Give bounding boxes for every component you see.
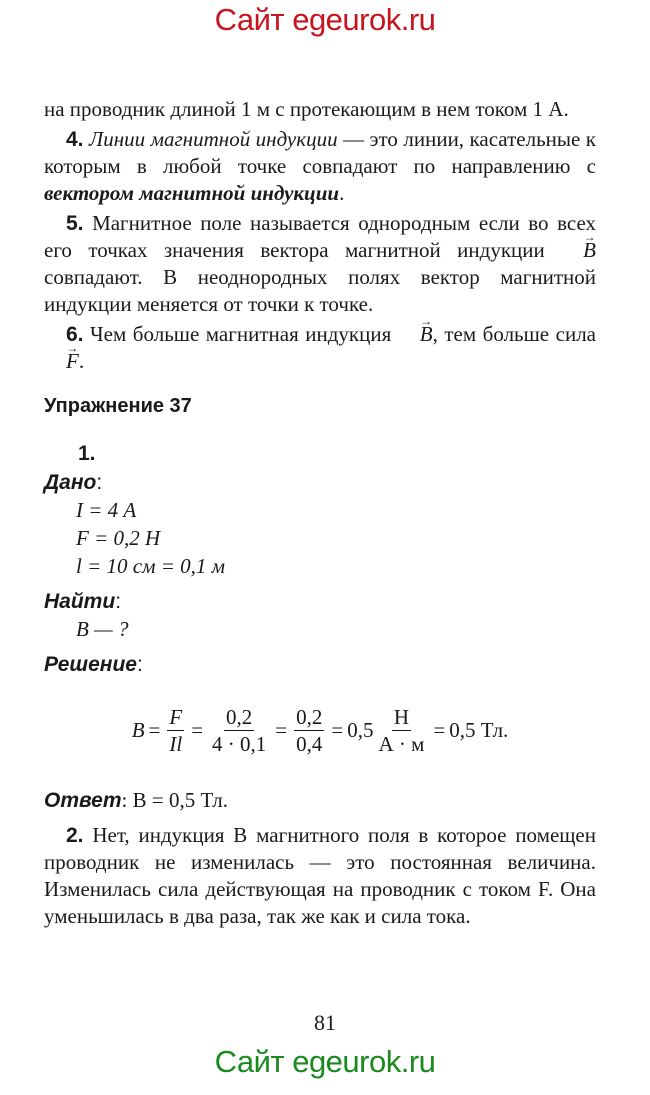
item-6 bbox=[44, 321, 596, 375]
item-5-text1: Магнитное поле называется однородным если во всех его точках значения вектора магнитной индукции bbox=[44, 211, 596, 262]
solution-label: Решение: bbox=[44, 653, 143, 676]
solution-formula bbox=[44, 704, 596, 757]
problem-2 bbox=[44, 822, 596, 930]
item-6-text1: Чем больше магнитная индукция bbox=[83, 322, 398, 346]
item-5-text2: совпадают. В неоднородных полях вектор магнитной индукции меняется от точки к точке. bbox=[44, 265, 596, 316]
formula-lhs: B bbox=[131, 718, 145, 742]
fraction-unit: $\frac{Н}{А \cdot м}$ bbox=[378, 705, 425, 756]
given-value-2: F = 0,2 Н bbox=[76, 526, 161, 550]
watermark-top: Сайт egeurok.ru bbox=[214, 2, 436, 37]
fraction-simplified: $\frac{0,2}{0,4}$ bbox=[296, 705, 323, 756]
answer-line: Ответ: B = 0,5 Тл. bbox=[44, 788, 228, 812]
problem-1-number: 1. bbox=[78, 442, 96, 465]
formula-coefficient: 0,5 bbox=[347, 718, 374, 742]
item-5 bbox=[44, 210, 596, 318]
equals-sign: = bbox=[191, 718, 204, 742]
vector-f: → F bbox=[44, 348, 79, 375]
fraction-f-il: $\frac{F}{Il}$ bbox=[169, 705, 183, 756]
answer-value: B = 0,5 Тл. bbox=[132, 788, 228, 812]
item-4-text: — это линии, касательные к которым в любой точке совпадают по направлению с bbox=[44, 127, 596, 178]
item-4-number: 4. bbox=[66, 128, 84, 151]
page-number: 81 bbox=[314, 1010, 336, 1035]
item-4-end: . bbox=[339, 181, 345, 205]
problem-2-text: Нет, индукция B магнитного поля в которое помещен проводник не изменилась — это постоянная величина. Изменилась сила действующая на проводник с током F. Она уменьшилась в два раза, так же как и сила тока. bbox=[44, 823, 596, 928]
item-6-end: . bbox=[78, 349, 85, 373]
item-4 bbox=[44, 126, 596, 207]
item-6-number: 6. bbox=[66, 323, 84, 346]
fraction-values: $\frac{0,2}{4 \cdot 0,1}$ bbox=[212, 705, 267, 756]
given-value-3: l = 10 см = 0,1 м bbox=[76, 554, 226, 578]
equals-sign: = bbox=[148, 718, 161, 742]
watermark-bottom: Сайт egeurok.ru bbox=[214, 1044, 436, 1079]
find-label: Найти: bbox=[44, 590, 122, 613]
find-value: B — ? bbox=[76, 617, 129, 641]
equals-sign: = bbox=[433, 718, 446, 742]
item-4-term: Линии магнитной индукции bbox=[88, 127, 338, 151]
intro-paragraph: на проводник длиной 1 м с протекающим в нем током 1 А. bbox=[44, 97, 569, 121]
answer-label: Ответ bbox=[44, 789, 122, 812]
item-6-text2: , тем больше сила bbox=[432, 322, 596, 346]
given-label: Дано: bbox=[44, 471, 103, 494]
equals-sign: = bbox=[275, 718, 288, 742]
item-4-term2: вектором магнитной индукции bbox=[44, 181, 340, 205]
vector-b: → B bbox=[398, 321, 433, 348]
vector-b: → B bbox=[561, 237, 596, 264]
item-5-number: 5. bbox=[66, 212, 84, 235]
formula-result: 0,5 Тл. bbox=[449, 718, 509, 742]
page-content bbox=[44, 96, 596, 933]
problem-2-number: 2. bbox=[66, 824, 84, 847]
equals-sign: = bbox=[331, 718, 344, 742]
given-value-1: I = 4 А bbox=[76, 498, 137, 522]
exercise-heading: Упражнение 37 bbox=[44, 395, 192, 417]
